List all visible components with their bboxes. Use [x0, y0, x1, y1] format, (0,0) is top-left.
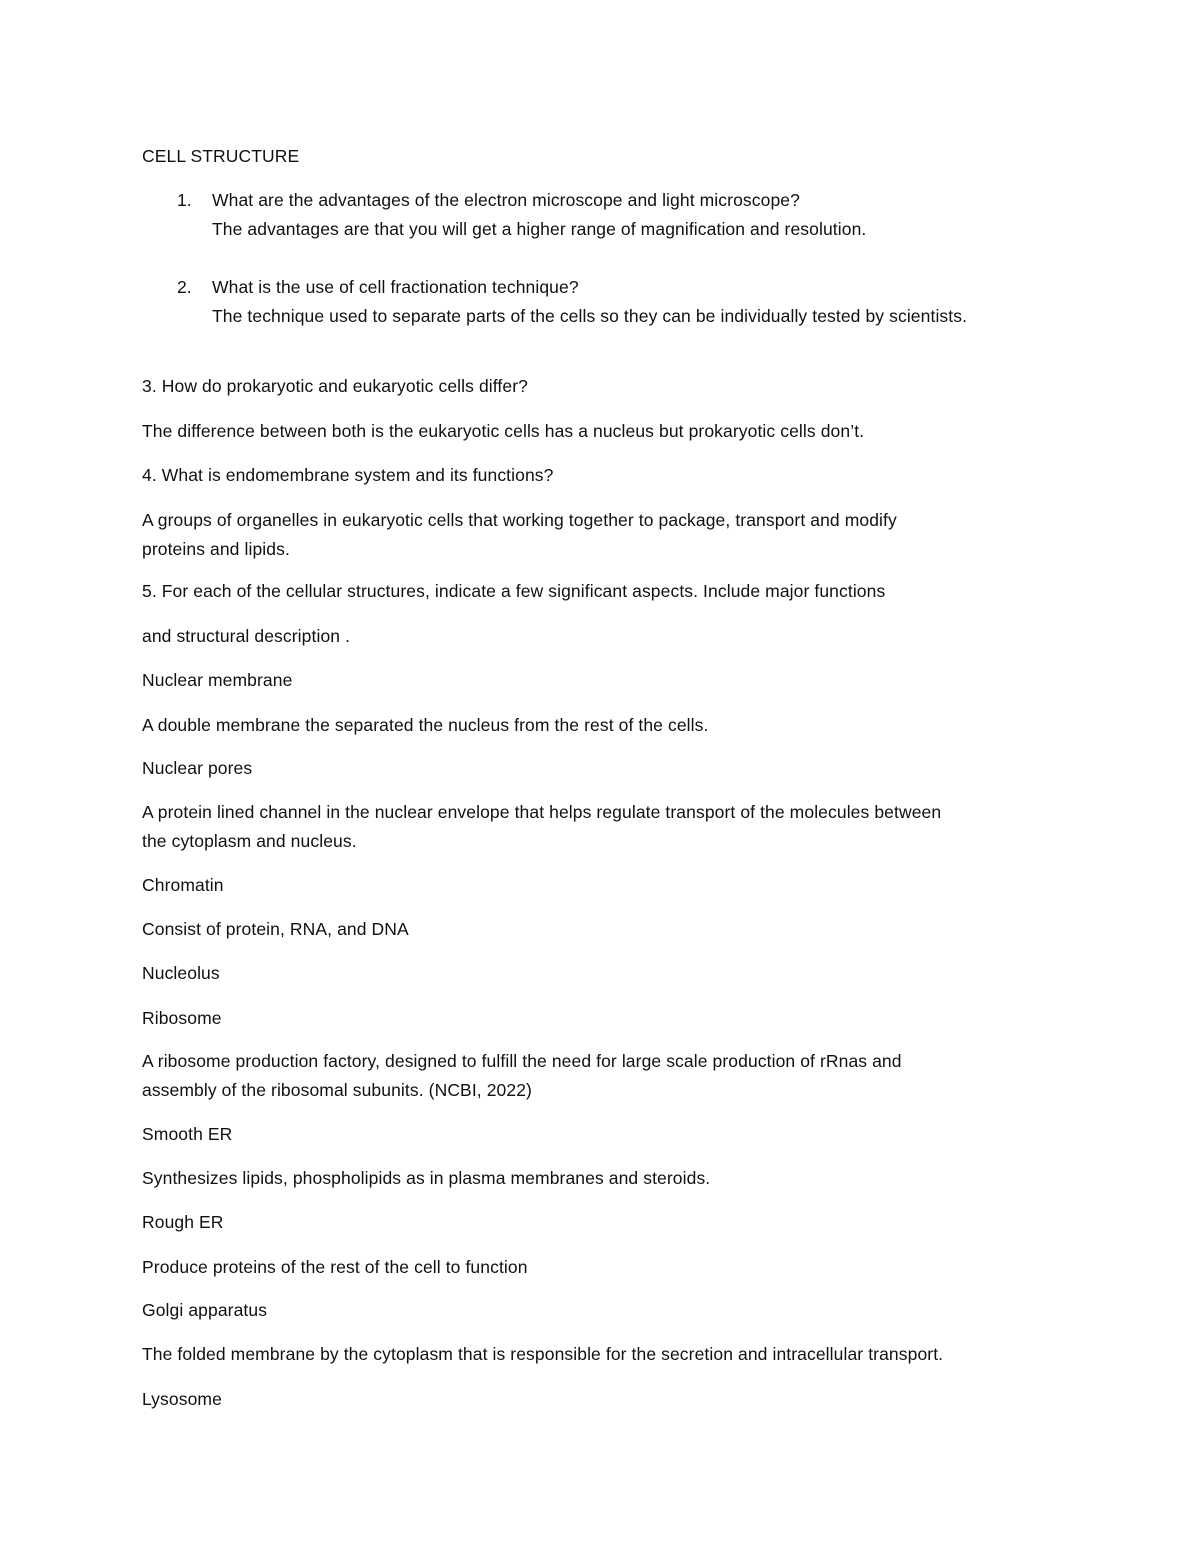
structure-description: Synthesizes lipids, phospholipids as in plasma membranes and steroids.: [142, 1168, 711, 1188]
structure-heading: Ribosome: [142, 1008, 222, 1028]
structure-heading: Nuclear pores: [142, 758, 253, 778]
q1-number: 1.: [177, 190, 192, 210]
structure-heading: Rough ER: [142, 1212, 224, 1232]
structure-description: the cytoplasm and nucleus.: [142, 831, 357, 851]
q2-answer: The technique used to separate parts of the cells so they can be individually tested by scientists.: [212, 306, 968, 326]
structure-description: A double membrane the separated the nucleus from the rest of the cells.: [142, 715, 709, 735]
structure-heading: Chromatin: [142, 875, 224, 895]
structure-heading: Lysosome: [142, 1389, 222, 1409]
structure-description: A ribosome production factory, designed to fulfill the need for large scale production of rRnas and: [142, 1051, 902, 1071]
q1-question: What are the advantages of the electron microscope and light microscope?: [212, 190, 800, 210]
structure-heading: Nuclear membrane: [142, 670, 293, 690]
structure-description: assembly of the ribosomal subunits. (NCBI, 2022): [142, 1080, 532, 1100]
q1-answer: The advantages are that you will get a higher range of magnification and resolution.: [212, 219, 867, 239]
q2-question: What is the use of cell fractionation technique?: [212, 277, 579, 297]
structure-heading: Smooth ER: [142, 1124, 233, 1144]
structure-description: A protein lined channel in the nuclear envelope that helps regulate transport of the molecules between: [142, 802, 942, 822]
structure-description: Produce proteins of the rest of the cell to function: [142, 1257, 528, 1277]
q4-answer-line1: A groups of organelles in eukaryotic cells that working together to package, transport and modify: [142, 510, 897, 530]
q5-question-line2: and structural description .: [142, 626, 351, 646]
structure-description: The folded membrane by the cytoplasm that is responsible for the secretion and intracellular transport.: [142, 1344, 944, 1364]
structure-heading: Golgi apparatus: [142, 1300, 268, 1320]
q3-question: 3. How do prokaryotic and eukaryotic cells differ?: [142, 376, 528, 396]
document-title: CELL STRUCTURE: [142, 146, 300, 166]
q2-number: 2.: [177, 277, 192, 297]
structure-description: Consist of protein, RNA, and DNA: [142, 919, 409, 939]
q4-answer-line2: proteins and lipids.: [142, 539, 290, 559]
q3-answer: The difference between both is the eukaryotic cells has a nucleus but prokaryotic cells don’t.: [142, 421, 865, 441]
structure-heading: Nucleolus: [142, 963, 220, 983]
q4-question: 4. What is endomembrane system and its functions?: [142, 465, 554, 485]
q5-question-line1: 5. For each of the cellular structures, indicate a few significant aspects. Include major functions: [142, 581, 886, 601]
